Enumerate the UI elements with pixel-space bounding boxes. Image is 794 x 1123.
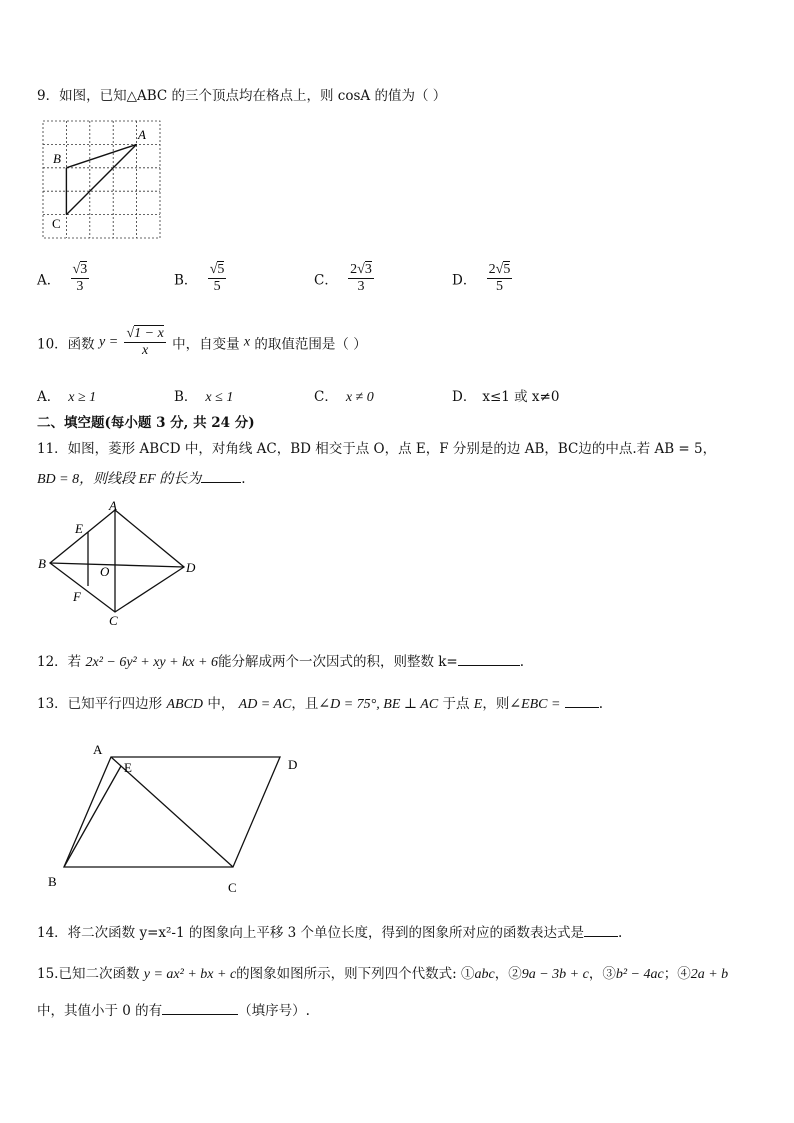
q9-option-b[interactable]: B． $\frac{√5}{5}$ bbox=[174, 262, 225, 294]
q9-option-d[interactable]: D． $\frac{2√5}{5}$ bbox=[452, 262, 511, 294]
q9-option-c[interactable]: C． $\frac{2√3}{3}$ bbox=[314, 262, 372, 294]
q9-stem: 9．如图，已知△ABC 的三个顶点均在格点上，则 cosA 的值为（ ） bbox=[37, 88, 447, 104]
pg-label-e: E bbox=[124, 760, 132, 775]
q14-stem: 14．将二次函数 y=x²-1 的图象向上平移 3 个单位长度，得到的图象所对应的函数表达式是 . bbox=[37, 925, 623, 941]
rh-label-a: A bbox=[109, 498, 117, 513]
q10-option-a[interactable]: A． x ≥ 1 bbox=[37, 389, 97, 405]
q12-answer-blank[interactable] bbox=[458, 665, 520, 666]
q13-parallelogram-figure bbox=[40, 736, 315, 896]
q11-answer-blank[interactable] bbox=[201, 482, 241, 483]
pg-label-b: B bbox=[48, 874, 57, 889]
q10-option-d[interactable]: D． x≤1 或 x≠0 bbox=[452, 389, 560, 405]
segment-be bbox=[64, 766, 121, 867]
label-c: C bbox=[52, 216, 61, 231]
rhombus-abcd bbox=[50, 510, 184, 612]
q15-answer-blank[interactable] bbox=[162, 1014, 238, 1015]
label-b: B bbox=[53, 151, 61, 166]
q12-stem: 12．若 2x² − 6y² + xy + kx + 6能分解成两个一次因式的积，则整数 k= . bbox=[37, 654, 525, 670]
q9-grid-figure bbox=[40, 118, 165, 242]
rh-label-e: E bbox=[75, 521, 83, 536]
label-a: A bbox=[138, 127, 146, 142]
q10-option-c[interactable]: C． x ≠ 0 bbox=[314, 389, 374, 405]
q11-rhombus-figure bbox=[36, 498, 206, 628]
q9-option-a[interactable]: A． $\frac{√3}{3}$ bbox=[37, 262, 88, 294]
q14-answer-blank[interactable] bbox=[584, 936, 618, 937]
pg-label-a: A bbox=[93, 742, 103, 757]
rh-label-d: D bbox=[186, 560, 196, 575]
side-ab bbox=[66, 144, 136, 167]
q15-line1: 15.已知二次函数 y = ax² + bx + c的图象如图所示，则下列四个代数式: ①abc，②9a − 3b + c，③b² − 4ac；④2a + b bbox=[37, 966, 729, 982]
rh-label-c: C bbox=[109, 613, 118, 628]
pg-label-d: D bbox=[288, 757, 298, 772]
q10-option-b[interactable]: B． x ≤ 1 bbox=[174, 389, 234, 405]
rh-label-b: B bbox=[38, 556, 46, 571]
side-ac bbox=[66, 144, 136, 214]
q11-line1: 11．如图，菱形 ABCD 中，对角线 AC，BD 相交于点 O，点 E，F 分别是的边 AB，BC边的中点.若 AB = 5， bbox=[37, 441, 717, 457]
q10-stem: 10．函数 y = $\frac{√1 - x}{x}$ 中，自变量 x 的取值范围是（ ） bbox=[37, 326, 367, 358]
rh-label-o: O bbox=[100, 564, 110, 579]
q13-stem: 13．已知平行四边形 ABCD 中， AD = AC，且∠D = 75°, BE ⊥ AC 于点 E，则∠EBC = . bbox=[37, 696, 604, 712]
diagonal-bd bbox=[50, 563, 184, 567]
rh-label-f: F bbox=[73, 589, 81, 604]
section-title: 二、填空题(每小题 3 分, 共 24 分) bbox=[37, 415, 255, 431]
q15-line2: 中，其值小于 0 的有 （填序号）. bbox=[37, 1003, 310, 1019]
q11-line2: BD = 8，则线段 EF 的长为 . bbox=[37, 471, 246, 487]
pg-label-c: C bbox=[228, 880, 237, 895]
q13-answer-blank[interactable] bbox=[565, 707, 599, 708]
